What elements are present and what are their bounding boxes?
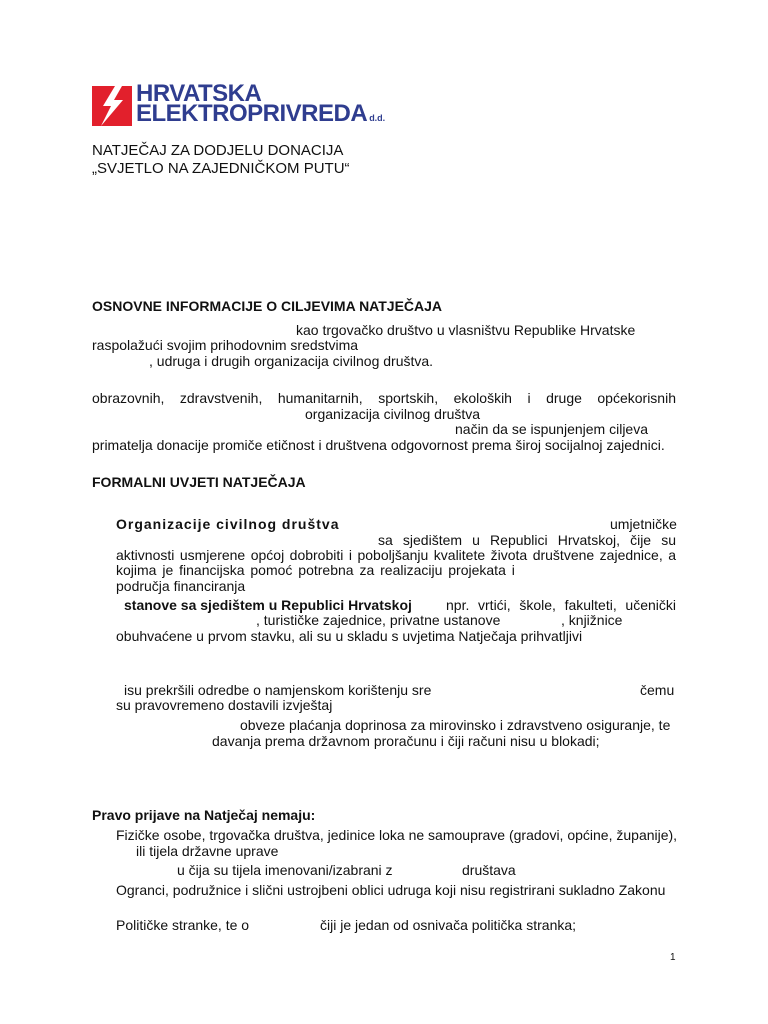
section-heading-formal-conditions: FORMALNI UVJETI NATJEČAJA [92, 474, 306, 490]
document-title [92, 142, 350, 178]
paragraph-line: npr. vrtići, škole, fakulteti, učenički [446, 597, 676, 613]
title-line-1: NATJEČAJ ZA DODJELU DONACIJA [92, 142, 344, 159]
paragraph-line: društava [462, 862, 516, 878]
logo-line-1: HRVATSKA [136, 80, 262, 107]
paragraph-line-bold: Organizacije civilnog društva [116, 516, 340, 532]
paragraph-line: čiji je jedan od osnivača politička stranka; [320, 917, 577, 933]
paragraph-line: primatelja donacije promiče etičnost i društvena odgovornost prema široj socijalnoj zajednici. [92, 437, 665, 453]
paragraph-line: aktivnosti usmjerene općoj dobrobiti i poboljšanju kvalitete života društvene zajednice, a [116, 547, 676, 563]
paragraph-line: kojima je financijska pomoć potrebna za realizaciju projekata i [116, 562, 515, 578]
lightning-logo-icon [92, 86, 132, 126]
paragraph-line: područja financiranja [116, 578, 246, 594]
paragraph-line: u čija su tijela imenovani/izabrani z [177, 862, 393, 878]
paragraph-line: obrazovnih, zdravstvenih, humanitarnih, sportskih, ekoloških i druge općekorisnih [92, 390, 676, 406]
paragraph-line: Političke stranke, te o [116, 917, 250, 933]
paragraph-line: isu prekršili odredbe o namjenskom korištenju sre [124, 682, 432, 698]
paragraph-line-bold: stanove sa sjedištem u Republici Hrvatskoj [124, 597, 412, 613]
title-line-2: „SVJETLO NA ZAJEDNIČKOM PUTU“ [92, 160, 350, 177]
paragraph-line: Ogranci, podružnice i slični ustrojbeni oblici udruga koji nisu registrirani sukladno Zakonu [116, 882, 666, 898]
paragraph-line: su pravovremeno dostavili izvještaj [116, 697, 333, 713]
paragraph-line: umjetničke [610, 516, 677, 532]
paragraph-line: obveze plaćanja doprinosa za mirovinsko i zdravstveno osiguranje, te [240, 717, 671, 733]
logo-suffix: d.d. [369, 113, 386, 123]
paragraph-line: Fizičke osobe, trgovačka društva, jedinice loka ne samouprave (gradovi, općine, županije), [116, 827, 678, 843]
logo-line-2: ELEKTROPRIVREDA [136, 100, 368, 127]
logo-wordmark [136, 80, 386, 128]
section-heading-basic-info: OSNOVNE INFORMACIJE O CILJEVIMA NATJEČAJA [92, 298, 443, 314]
paragraph-line: ili tijela državne uprave [136, 843, 279, 859]
page-number: 1 [670, 952, 676, 963]
paragraph-line: način da se ispunjenjem ciljeva [455, 421, 648, 437]
paragraph-line: obuhvaćene u prvom stavku, ali su u skladu s uvjetima Natječaja prihvatljivi [116, 628, 583, 644]
paragraph-line: , knjižnice [561, 612, 623, 628]
section-heading-not-eligible: Pravo prijave na Natječaj nemaju: [92, 807, 316, 823]
paragraph-line: organizacija civilnog društva [305, 406, 481, 422]
paragraph-line: čemu [640, 682, 675, 698]
paragraph-line: kao trgovačko društvo u vlasništvu Republike Hrvatske [296, 322, 636, 338]
paragraph-line: , turističke zajednice, privatne ustanove [256, 612, 501, 628]
paragraph-line: , udruga i drugih organizacija civilnog društva. [149, 353, 434, 369]
paragraph-line: davanja prema državnom proračunu i čiji računi nisu u blokadi; [212, 733, 600, 749]
paragraph-line: sa sjedištem u Republici Hrvatskoj, čije su [378, 532, 676, 548]
paragraph-line: raspolažući svojim prihodovnim sredstvima [92, 337, 359, 353]
